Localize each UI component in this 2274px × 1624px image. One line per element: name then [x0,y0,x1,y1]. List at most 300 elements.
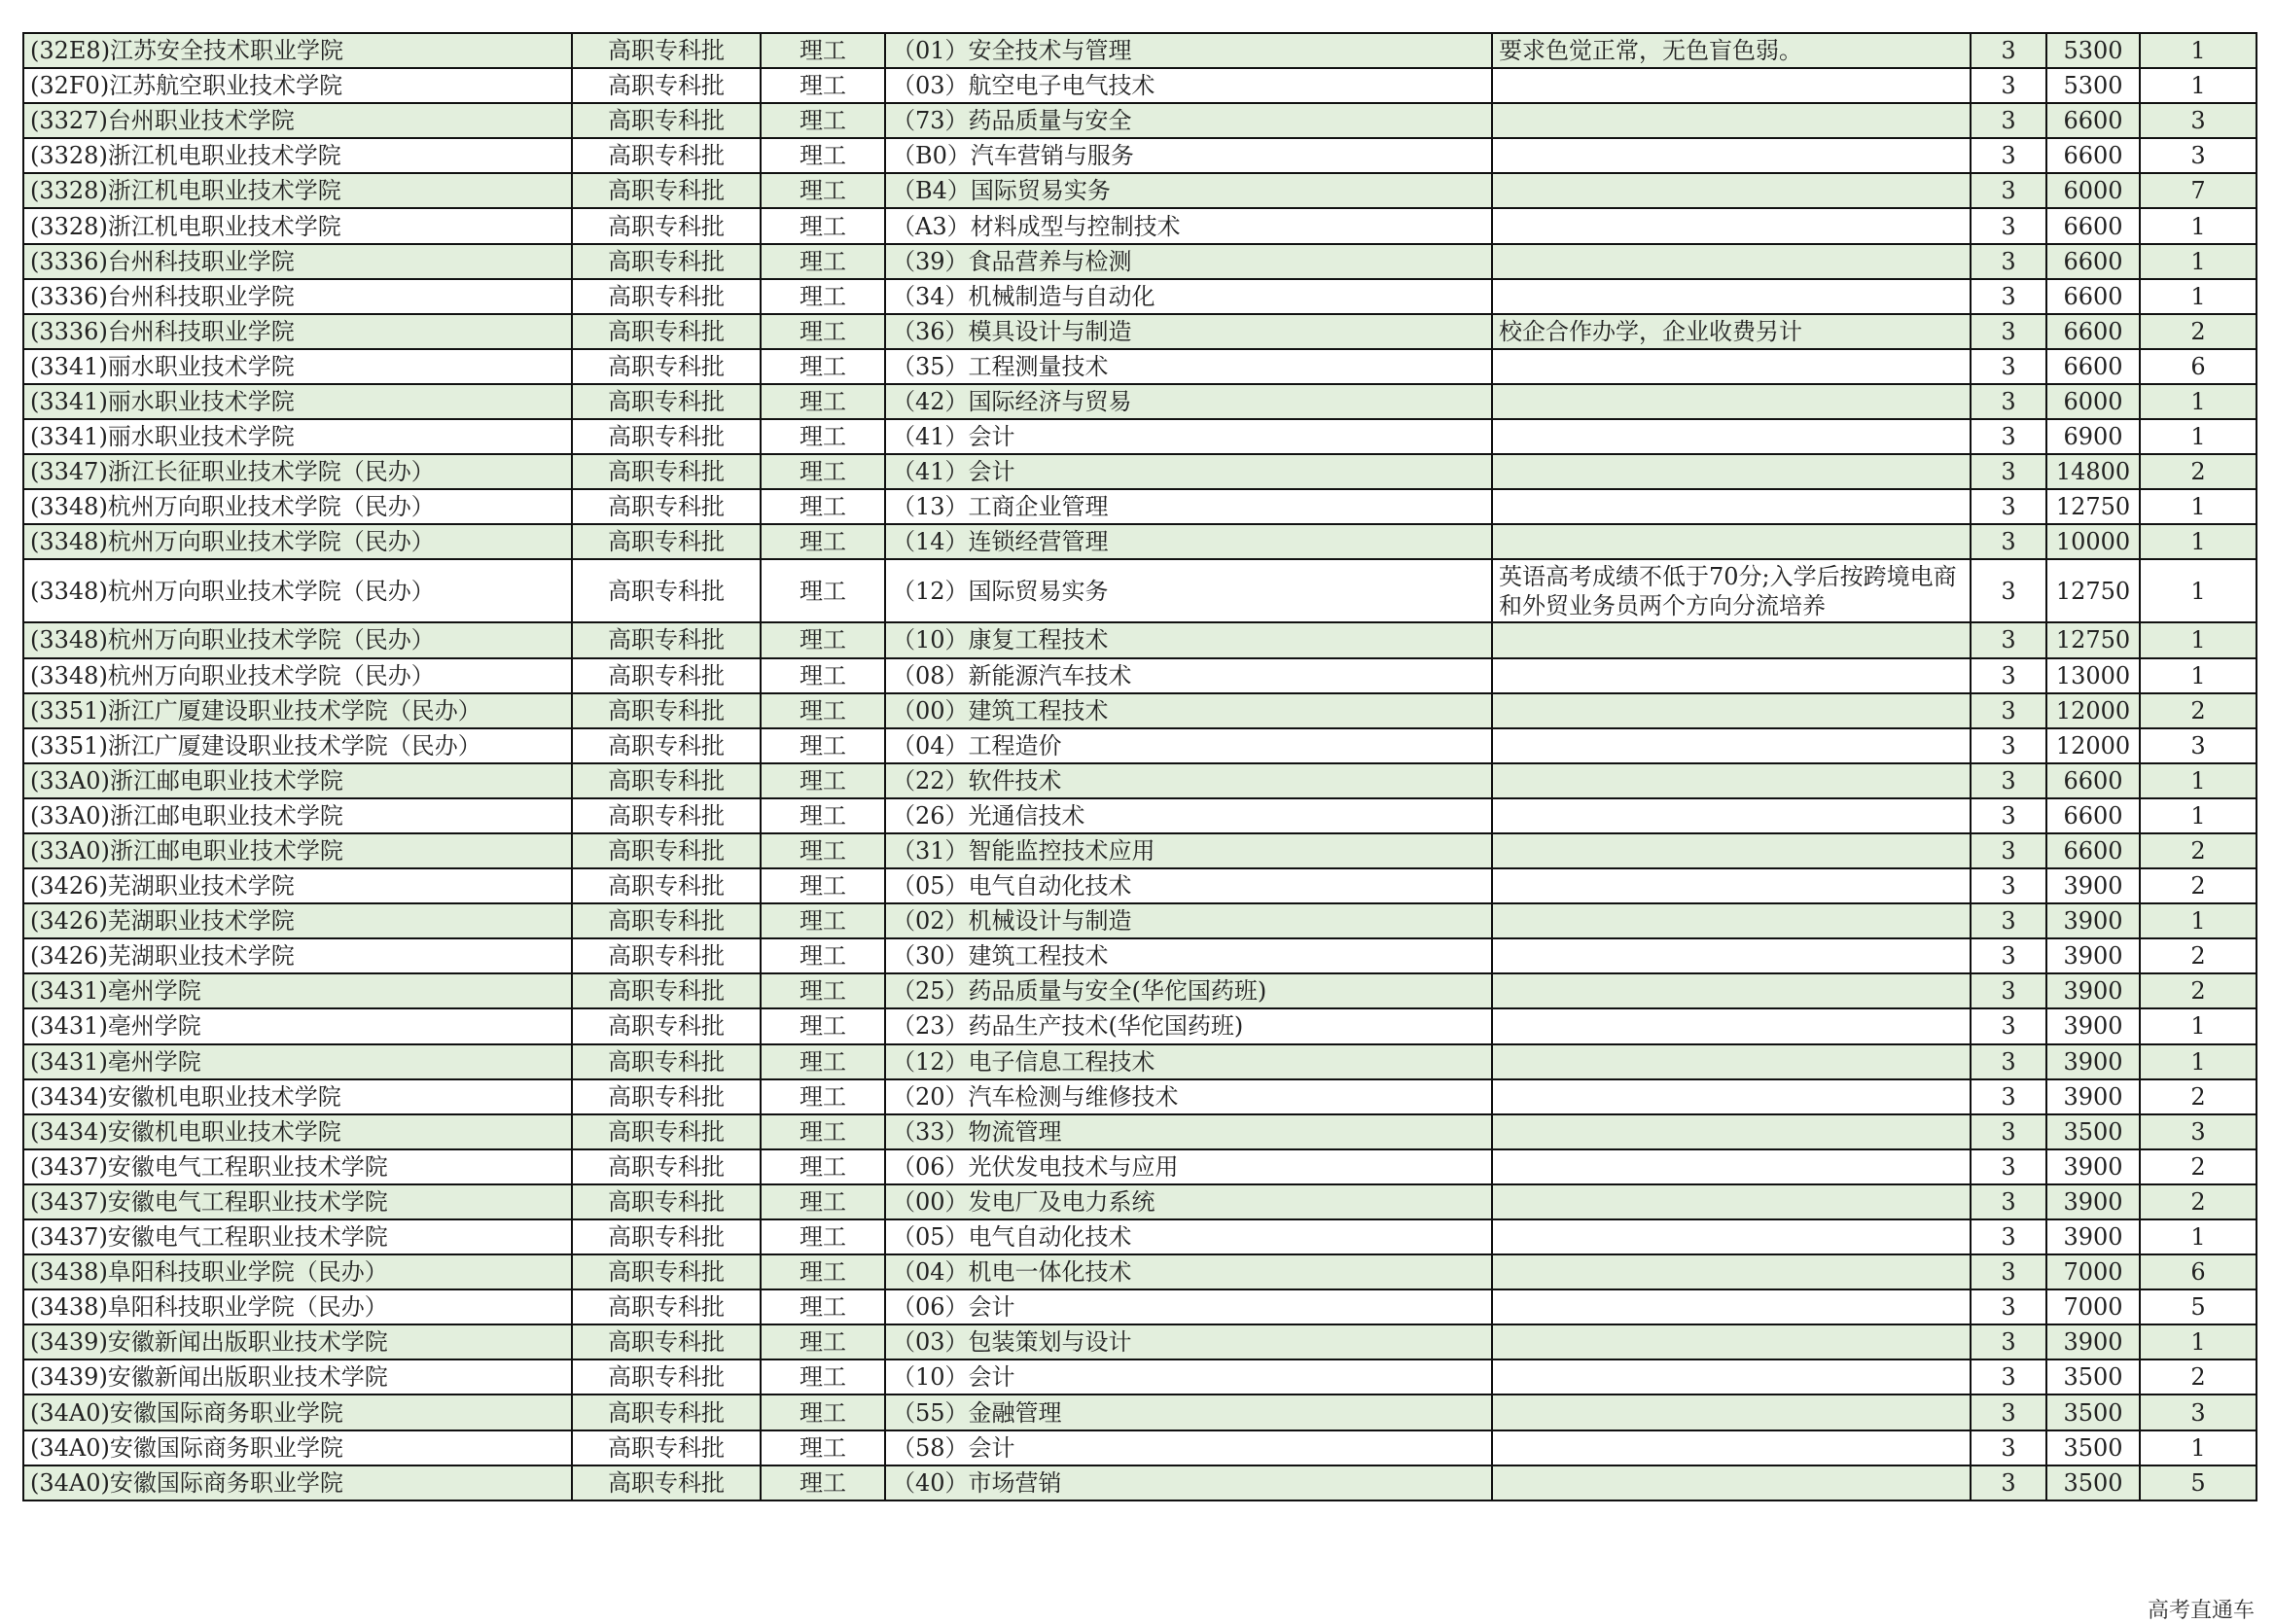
requirement-cell [1492,68,1971,103]
years-cell: 3 [1971,1430,2046,1465]
requirement-cell: 英语高考成绩不低于70分;入学后按跨境电商和外贸业务员两个方向分流培养 [1492,559,1971,622]
table-row [23,1149,2256,1184]
batch-cell: 高职专科批 [572,208,761,243]
table-row [23,314,2256,349]
table-row [23,1219,2256,1254]
years-cell: 3 [1971,973,2046,1008]
batch-cell: 高职专科批 [572,138,761,173]
batch-cell: 高职专科批 [572,728,761,763]
fee-cell: 13000 [2046,658,2140,693]
category-cell: 理工 [761,173,885,208]
major-cell: （23）药品生产技术(华佗国药班) [885,1008,1492,1043]
school-cell: (3347)浙江长征职业技术学院（民办） [23,454,572,489]
plan-count-cell: 1 [2140,1044,2256,1079]
major-cell: （39）食品营养与检测 [885,244,1492,279]
school-cell: (33A0)浙江邮电职业技术学院 [23,833,572,868]
fee-cell: 6600 [2046,208,2140,243]
category-cell: 理工 [761,1289,885,1324]
major-cell: （40）市场营销 [885,1465,1492,1500]
major-cell: （58）会计 [885,1430,1492,1465]
requirement-cell [1492,384,1971,419]
major-cell: （06）光伏发电技术与应用 [885,1149,1492,1184]
requirement-cell: 校企合作办学，企业收费另计 [1492,314,1971,349]
requirement-cell [1492,1219,1971,1254]
requirement-cell [1492,1324,1971,1359]
years-cell: 3 [1971,728,2046,763]
batch-cell: 高职专科批 [572,524,761,559]
table-row [23,454,2256,489]
years-cell: 3 [1971,208,2046,243]
fee-cell: 3900 [2046,1184,2140,1219]
years-cell: 3 [1971,868,2046,903]
school-cell: (3348)杭州万向职业技术学院（民办） [23,489,572,524]
category-cell: 理工 [761,419,885,454]
requirement-cell [1492,658,1971,693]
school-cell: (33A0)浙江邮电职业技术学院 [23,798,572,833]
batch-cell: 高职专科批 [572,1359,761,1395]
plan-count-cell: 3 [2140,138,2256,173]
years-cell: 3 [1971,33,2046,68]
plan-count-cell: 1 [2140,1008,2256,1043]
school-cell: (3437)安徽电气工程职业技术学院 [23,1219,572,1254]
school-cell: (3341)丽水职业技术学院 [23,384,572,419]
plan-count-cell: 2 [2140,1079,2256,1114]
batch-cell: 高职专科批 [572,622,761,657]
school-cell: (3348)杭州万向职业技术学院（民办） [23,622,572,657]
major-cell: （00）建筑工程技术 [885,693,1492,728]
batch-cell: 高职专科批 [572,1219,761,1254]
school-cell: (3328)浙江机电职业技术学院 [23,138,572,173]
fee-cell: 12000 [2046,728,2140,763]
fee-cell: 3500 [2046,1465,2140,1500]
batch-cell: 高职专科批 [572,1114,761,1149]
major-cell: （55）金融管理 [885,1395,1492,1430]
years-cell: 3 [1971,1359,2046,1395]
batch-cell: 高职专科批 [572,1324,761,1359]
years-cell: 3 [1971,559,2046,622]
batch-cell: 高职专科批 [572,279,761,314]
fee-cell: 3900 [2046,1324,2140,1359]
major-cell: （A3）材料成型与控制技术 [885,208,1492,243]
school-cell: (3439)安徽新闻出版职业技术学院 [23,1324,572,1359]
requirement-cell [1492,1359,1971,1395]
table-row [23,279,2256,314]
table-row [23,622,2256,657]
table-body [23,33,2256,1500]
category-cell: 理工 [761,938,885,973]
major-cell: （34）机械制造与自动化 [885,279,1492,314]
plan-count-cell: 1 [2140,903,2256,938]
years-cell: 3 [1971,68,2046,103]
school-cell: (3341)丽水职业技术学院 [23,419,572,454]
requirement-cell [1492,1044,1971,1079]
category-cell: 理工 [761,1149,885,1184]
requirement-cell [1492,419,1971,454]
batch-cell: 高职专科批 [572,658,761,693]
category-cell: 理工 [761,868,885,903]
plan-count-cell: 2 [2140,693,2256,728]
plan-count-cell: 1 [2140,279,2256,314]
fee-cell: 3900 [2046,1079,2140,1114]
major-cell: （06）会计 [885,1289,1492,1324]
major-cell: （31）智能监控技术应用 [885,833,1492,868]
batch-cell: 高职专科批 [572,1289,761,1324]
requirement-cell [1492,244,1971,279]
years-cell: 3 [1971,1254,2046,1289]
batch-cell: 高职专科批 [572,868,761,903]
fee-cell: 5300 [2046,68,2140,103]
plan-count-cell: 1 [2140,33,2256,68]
requirement-cell [1492,798,1971,833]
years-cell: 3 [1971,173,2046,208]
school-cell: (32F0)江苏航空职业技术学院 [23,68,572,103]
plan-count-cell: 6 [2140,349,2256,384]
major-cell: （B0）汽车营销与服务 [885,138,1492,173]
plan-count-cell: 2 [2140,314,2256,349]
fee-cell: 3900 [2046,1219,2140,1254]
plan-count-cell: 5 [2140,1289,2256,1324]
table-row [23,763,2256,798]
batch-cell: 高职专科批 [572,1254,761,1289]
years-cell: 3 [1971,1044,2046,1079]
table-row [23,868,2256,903]
category-cell: 理工 [761,1359,885,1395]
category-cell: 理工 [761,454,885,489]
table-row [23,349,2256,384]
batch-cell: 高职专科批 [572,314,761,349]
fee-cell: 12750 [2046,559,2140,622]
fee-cell: 3500 [2046,1114,2140,1149]
major-cell: （30）建筑工程技术 [885,938,1492,973]
fee-cell: 6600 [2046,349,2140,384]
fee-cell: 3900 [2046,903,2140,938]
years-cell: 3 [1971,1114,2046,1149]
fee-cell: 6000 [2046,384,2140,419]
requirement-cell [1492,349,1971,384]
table-row [23,1324,2256,1359]
category-cell: 理工 [761,1044,885,1079]
years-cell: 3 [1971,1465,2046,1500]
table-row [23,489,2256,524]
category-cell: 理工 [761,103,885,138]
major-cell: （02）机械设计与制造 [885,903,1492,938]
major-cell: （08）新能源汽车技术 [885,658,1492,693]
table-row [23,138,2256,173]
school-cell: (3348)杭州万向职业技术学院（民办） [23,559,572,622]
school-cell: (3439)安徽新闻出版职业技术学院 [23,1359,572,1395]
fee-cell: 6600 [2046,138,2140,173]
category-cell: 理工 [761,208,885,243]
fee-cell: 14800 [2046,454,2140,489]
table-row [23,524,2256,559]
years-cell: 3 [1971,1008,2046,1043]
footer-watermark: 高考直通车 [2147,1599,2255,1623]
category-cell: 理工 [761,658,885,693]
table-row [23,384,2256,419]
school-cell: (3348)杭州万向职业技术学院（民办） [23,658,572,693]
school-cell: (3327)台州职业技术学院 [23,103,572,138]
school-cell: (3437)安徽电气工程职业技术学院 [23,1184,572,1219]
school-cell: (3336)台州科技职业学院 [23,244,572,279]
requirement-cell [1492,1008,1971,1043]
category-cell: 理工 [761,1079,885,1114]
years-cell: 3 [1971,798,2046,833]
plan-count-cell: 1 [2140,68,2256,103]
school-cell: (3336)台州科技职业学院 [23,314,572,349]
requirement-cell [1492,693,1971,728]
requirement-cell [1492,973,1971,1008]
major-cell: （03）包装策划与设计 [885,1324,1492,1359]
requirement-cell [1492,1184,1971,1219]
category-cell: 理工 [761,903,885,938]
years-cell: 3 [1971,1219,2046,1254]
requirement-cell [1492,868,1971,903]
table-row [23,1289,2256,1324]
batch-cell: 高职专科批 [572,763,761,798]
category-cell: 理工 [761,314,885,349]
batch-cell: 高职专科批 [572,103,761,138]
category-cell: 理工 [761,622,885,657]
major-cell: （05）电气自动化技术 [885,1219,1492,1254]
major-cell: （41）会计 [885,454,1492,489]
table-row [23,1254,2256,1289]
major-cell: （33）物流管理 [885,1114,1492,1149]
years-cell: 3 [1971,138,2046,173]
category-cell: 理工 [761,693,885,728]
batch-cell: 高职专科批 [572,693,761,728]
category-cell: 理工 [761,384,885,419]
years-cell: 3 [1971,419,2046,454]
category-cell: 理工 [761,33,885,68]
school-cell: (3431)亳州学院 [23,1044,572,1079]
major-cell: （13）工商企业管理 [885,489,1492,524]
plan-count-cell: 1 [2140,1324,2256,1359]
category-cell: 理工 [761,489,885,524]
major-cell: （36）模具设计与制造 [885,314,1492,349]
plan-count-cell: 1 [2140,658,2256,693]
table-row [23,1079,2256,1114]
school-cell: (3438)阜阳科技职业学院（民办） [23,1254,572,1289]
table-row [23,903,2256,938]
fee-cell: 7000 [2046,1289,2140,1324]
batch-cell: 高职专科批 [572,1079,761,1114]
fee-cell: 12750 [2046,622,2140,657]
plan-count-cell: 1 [2140,1219,2256,1254]
fee-cell: 6600 [2046,763,2140,798]
requirement-cell [1492,1465,1971,1500]
fee-cell: 6600 [2046,244,2140,279]
school-cell: (3431)亳州学院 [23,973,572,1008]
major-cell: （04）机电一体化技术 [885,1254,1492,1289]
requirement-cell [1492,833,1971,868]
fee-cell: 6600 [2046,103,2140,138]
batch-cell: 高职专科批 [572,419,761,454]
plan-count-cell: 2 [2140,833,2256,868]
plan-count-cell: 1 [2140,559,2256,622]
plan-count-cell: 1 [2140,419,2256,454]
years-cell: 3 [1971,349,2046,384]
major-cell: （04）工程造价 [885,728,1492,763]
table-row [23,68,2256,103]
requirement-cell [1492,279,1971,314]
fee-cell: 3900 [2046,868,2140,903]
batch-cell: 高职专科批 [572,68,761,103]
batch-cell: 高职专科批 [572,349,761,384]
plan-count-cell: 3 [2140,103,2256,138]
requirement-cell: 要求色觉正常，无色盲色弱。 [1492,33,1971,68]
table-row [23,419,2256,454]
requirement-cell [1492,763,1971,798]
fee-cell: 6900 [2046,419,2140,454]
years-cell: 3 [1971,384,2046,419]
school-cell: (3341)丽水职业技术学院 [23,349,572,384]
plan-count-cell: 5 [2140,1465,2256,1500]
plan-count-cell: 7 [2140,173,2256,208]
major-cell: （73）药品质量与安全 [885,103,1492,138]
category-cell: 理工 [761,1430,885,1465]
batch-cell: 高职专科批 [572,33,761,68]
batch-cell: 高职专科批 [572,454,761,489]
category-cell: 理工 [761,833,885,868]
plan-count-cell: 1 [2140,244,2256,279]
fee-cell: 6600 [2046,279,2140,314]
major-cell: （41）会计 [885,419,1492,454]
batch-cell: 高职专科批 [572,1395,761,1430]
plan-count-cell: 3 [2140,728,2256,763]
years-cell: 3 [1971,763,2046,798]
category-cell: 理工 [761,1114,885,1149]
major-cell: （10）康复工程技术 [885,622,1492,657]
plan-count-cell: 1 [2140,384,2256,419]
school-cell: (3426)芜湖职业技术学院 [23,868,572,903]
category-cell: 理工 [761,1184,885,1219]
plan-count-cell: 1 [2140,524,2256,559]
table-row [23,103,2256,138]
major-cell: （B4）国际贸易实务 [885,173,1492,208]
fee-cell: 6600 [2046,833,2140,868]
plan-count-cell: 2 [2140,938,2256,973]
category-cell: 理工 [761,1465,885,1500]
fee-cell: 3500 [2046,1359,2140,1395]
major-cell: （12）电子信息工程技术 [885,1044,1492,1079]
table-row [23,1008,2256,1043]
category-cell: 理工 [761,1219,885,1254]
requirement-cell [1492,103,1971,138]
major-cell: （42）国际经济与贸易 [885,384,1492,419]
requirement-cell [1492,454,1971,489]
batch-cell: 高职专科批 [572,1430,761,1465]
major-cell: （03）航空电子电气技术 [885,68,1492,103]
major-cell: （01）安全技术与管理 [885,33,1492,68]
table-row [23,938,2256,973]
school-cell: (3328)浙江机电职业技术学院 [23,208,572,243]
school-cell: (3426)芜湖职业技术学院 [23,903,572,938]
plan-count-cell: 2 [2140,1359,2256,1395]
major-cell: （25）药品质量与安全(华佗国药班) [885,973,1492,1008]
school-cell: (3434)安徽机电职业技术学院 [23,1114,572,1149]
table-row [23,658,2256,693]
years-cell: 3 [1971,314,2046,349]
years-cell: 3 [1971,244,2046,279]
school-cell: (3351)浙江广厦建设职业技术学院（民办） [23,693,572,728]
table-row [23,1044,2256,1079]
years-cell: 3 [1971,1149,2046,1184]
batch-cell: 高职专科批 [572,1184,761,1219]
requirement-cell [1492,1254,1971,1289]
category-cell: 理工 [761,1324,885,1359]
requirement-cell [1492,1395,1971,1430]
years-cell: 3 [1971,1324,2046,1359]
requirement-cell [1492,173,1971,208]
table-row [23,173,2256,208]
category-cell: 理工 [761,728,885,763]
fee-cell: 7000 [2046,1254,2140,1289]
plan-count-cell: 2 [2140,1149,2256,1184]
category-cell: 理工 [761,68,885,103]
table-row [23,1184,2256,1219]
school-cell: (33A0)浙江邮电职业技术学院 [23,763,572,798]
requirement-cell [1492,1430,1971,1465]
school-cell: (34A0)安徽国际商务职业学院 [23,1465,572,1500]
school-cell: (3438)阜阳科技职业学院（民办） [23,1289,572,1324]
table-row [23,1114,2256,1149]
fee-cell: 6600 [2046,314,2140,349]
school-cell: (3434)安徽机电职业技术学院 [23,1079,572,1114]
major-cell: （35）工程测量技术 [885,349,1492,384]
table-row [23,208,2256,243]
table-row [23,833,2256,868]
years-cell: 3 [1971,833,2046,868]
requirement-cell [1492,1289,1971,1324]
plan-count-cell: 3 [2140,1395,2256,1430]
table-row [23,798,2256,833]
fee-cell: 12000 [2046,693,2140,728]
major-cell: （20）汽车检测与维修技术 [885,1079,1492,1114]
plan-count-cell: 2 [2140,868,2256,903]
school-cell: (3431)亳州学院 [23,1008,572,1043]
school-cell: (3437)安徽电气工程职业技术学院 [23,1149,572,1184]
major-cell: （10）会计 [885,1359,1492,1395]
requirement-cell [1492,622,1971,657]
years-cell: 3 [1971,693,2046,728]
fee-cell: 12750 [2046,489,2140,524]
requirement-cell [1492,489,1971,524]
requirement-cell [1492,938,1971,973]
category-cell: 理工 [761,1254,885,1289]
category-cell: 理工 [761,798,885,833]
years-cell: 3 [1971,622,2046,657]
plan-count-cell: 6 [2140,1254,2256,1289]
fee-cell: 3900 [2046,1044,2140,1079]
batch-cell: 高职专科批 [572,1465,761,1500]
fee-cell: 3900 [2046,1149,2140,1184]
requirement-cell [1492,138,1971,173]
fee-cell: 6000 [2046,173,2140,208]
category-cell: 理工 [761,279,885,314]
school-cell: (3351)浙江广厦建设职业技术学院（民办） [23,728,572,763]
major-cell: （14）连锁经营管理 [885,524,1492,559]
batch-cell: 高职专科批 [572,798,761,833]
fee-cell: 6600 [2046,798,2140,833]
table-row [23,1430,2256,1465]
fee-cell: 3500 [2046,1395,2140,1430]
school-cell: (34A0)安徽国际商务职业学院 [23,1395,572,1430]
batch-cell: 高职专科批 [572,903,761,938]
requirement-cell [1492,524,1971,559]
plan-count-cell: 1 [2140,798,2256,833]
requirement-cell [1492,1149,1971,1184]
requirement-cell [1492,208,1971,243]
